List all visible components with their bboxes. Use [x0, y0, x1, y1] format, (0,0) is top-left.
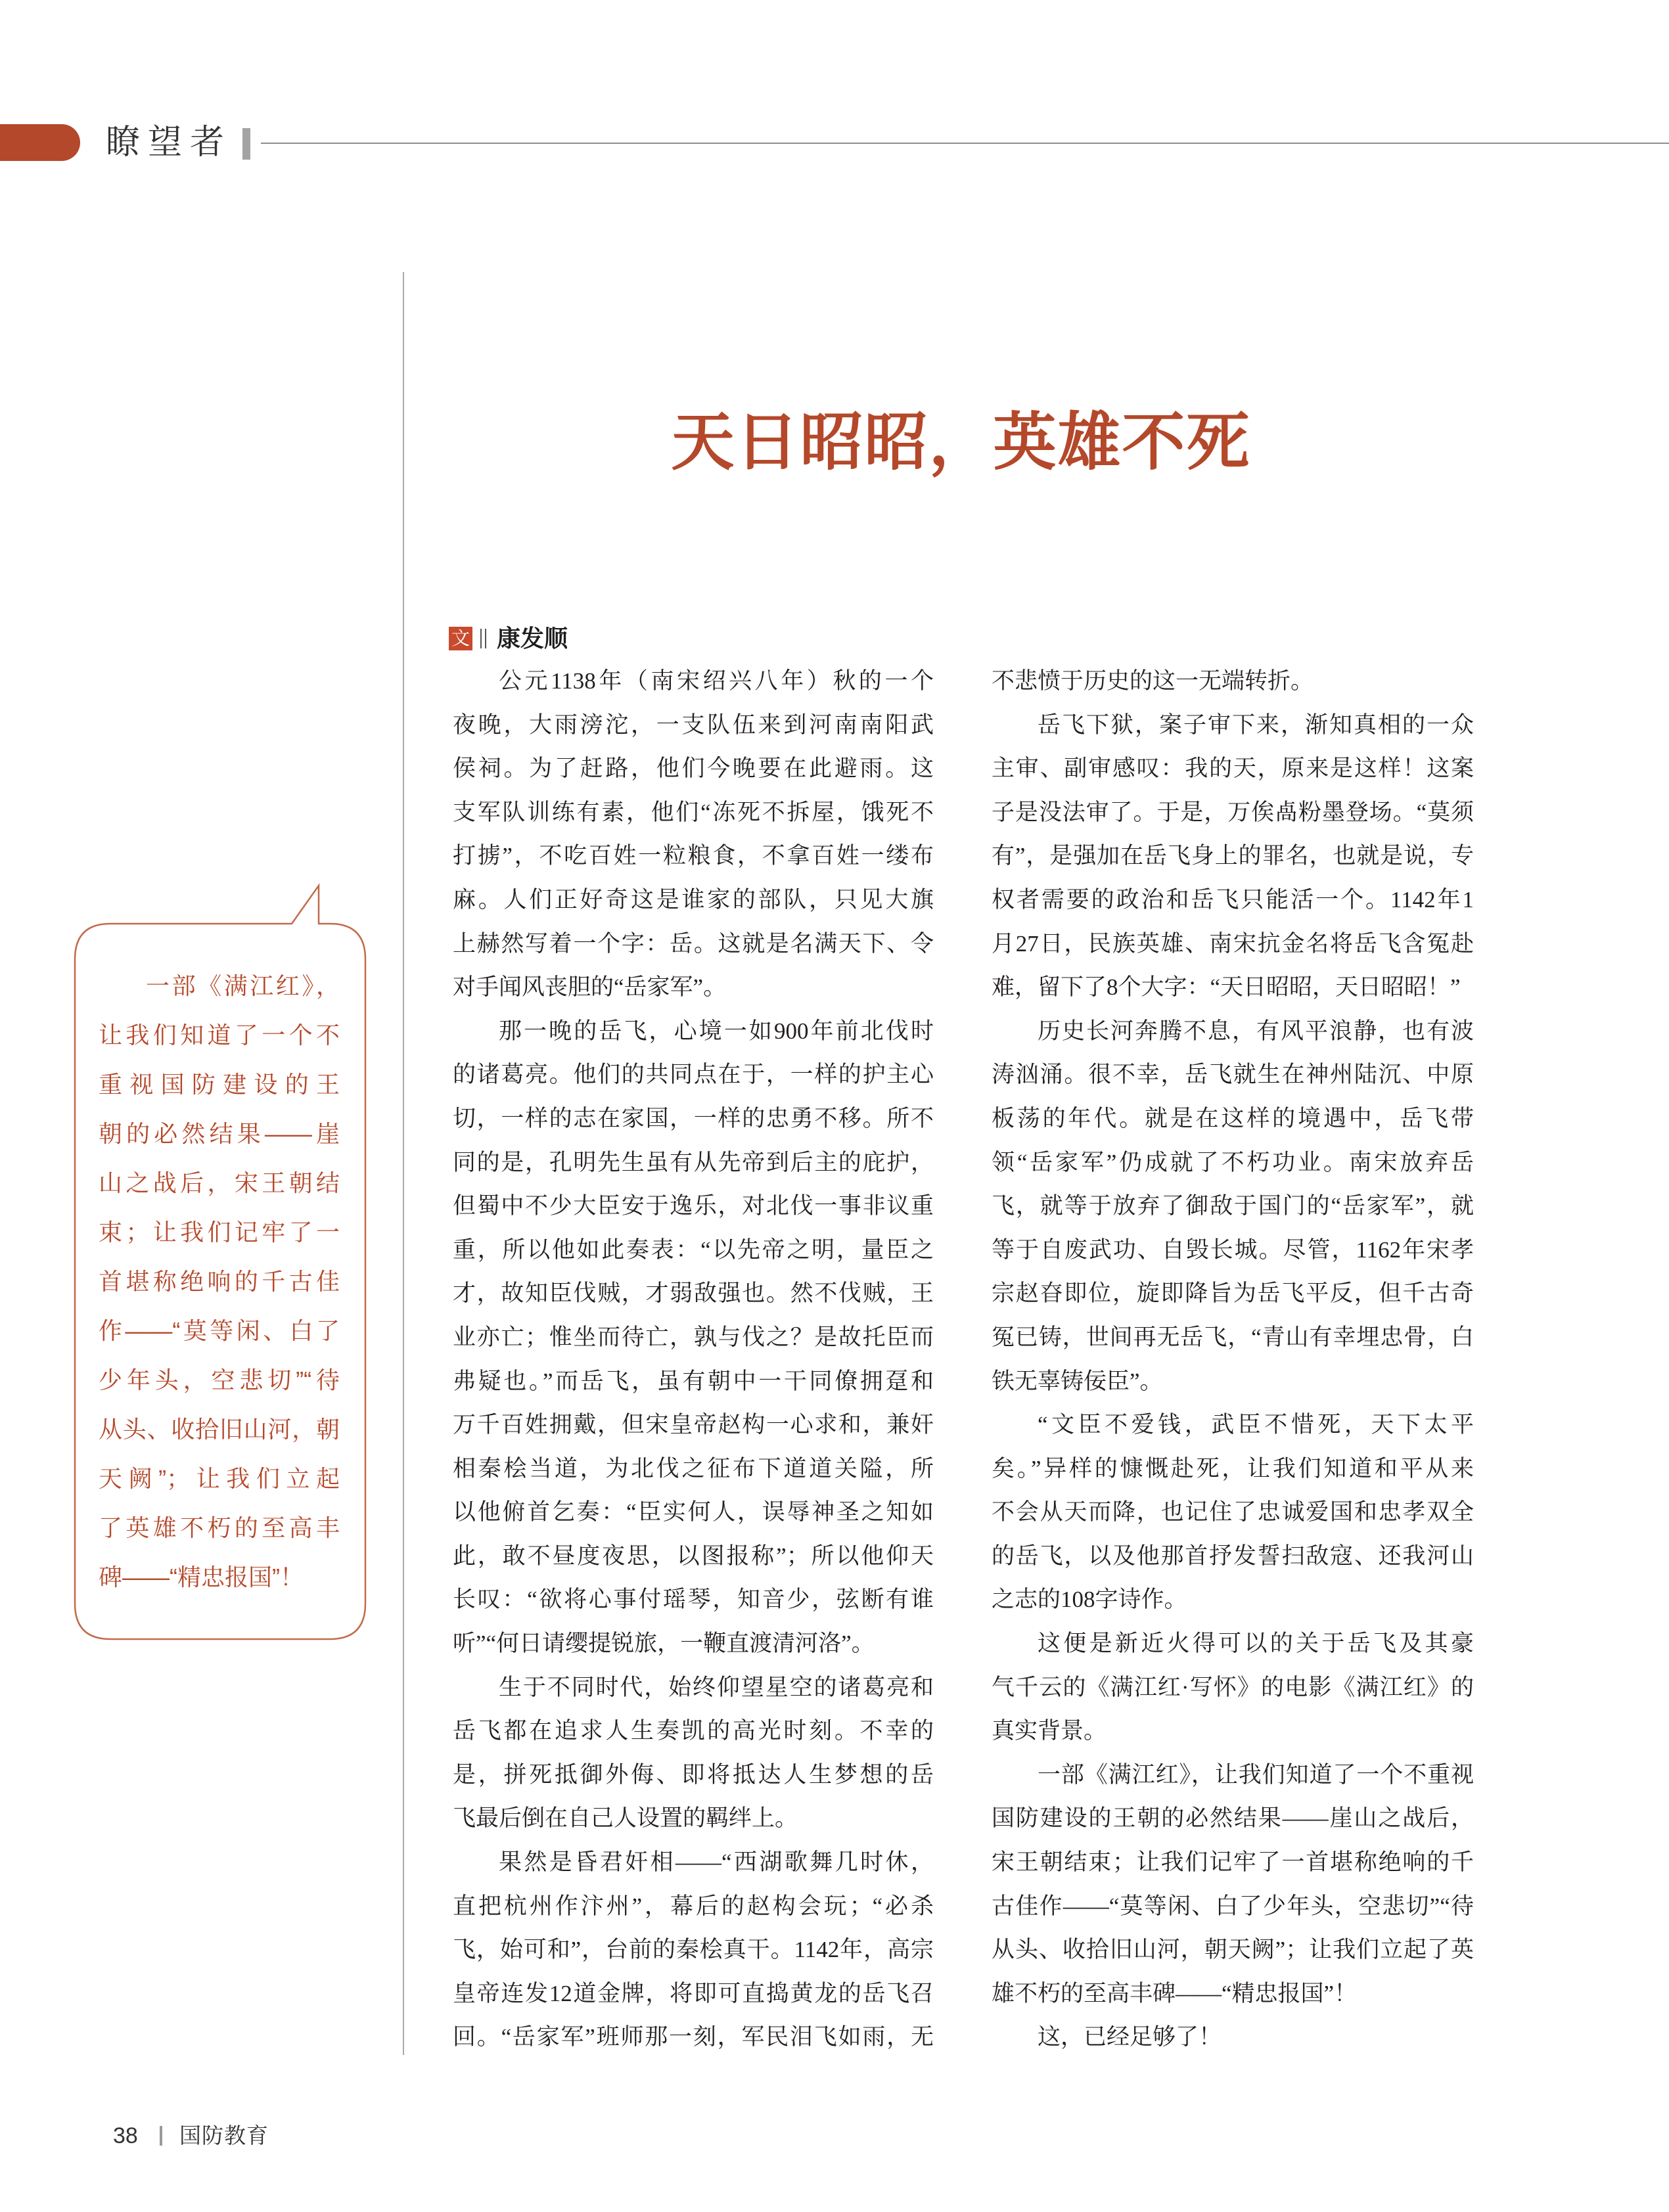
text-line: 侯祠。为了赶路，他们今晚要在此避雨。这: [453, 756, 934, 782]
text-line: 一部《满江红》，让我们知道了一个不重视: [1038, 1761, 1474, 1788]
text-line: 飞最后倒在自己人设置的羁绊上。: [453, 1805, 798, 1832]
text-line: 矣。”异样的慷慨赴死，让我们知道和平从来: [992, 1455, 1474, 1481]
byline-label-box: 文: [449, 627, 472, 650]
text-line: 但蜀中不少大臣安于逸乐，对北伐一事非议重: [453, 1193, 934, 1219]
text-line: 雄不朽的至高丰碑——“精忠报国”！: [992, 1980, 1358, 2006]
pull-quote-line: 从头、收拾旧山河，朝: [99, 1416, 340, 1443]
text-line: 同的是，孔明先生虽有从先帝到后主的庇护，: [453, 1149, 934, 1175]
text-line: 万千百姓拥戴，但宋皇帝赵构一心求和，兼奸: [453, 1412, 934, 1438]
text-line: 从头、收拾旧山河，朝天阙”；让我们立起了英: [992, 1937, 1474, 1963]
pull-quote-line: 作——“莫等闲、白了: [99, 1317, 340, 1344]
text-line: 公元1138年（南宋绍兴八年）秋的一个: [499, 668, 934, 694]
text-line: 不悲愤于历史的这一无端转折。: [992, 668, 1314, 694]
text-line: 冤已铸，世间再无岳飞，“青山有幸埋忠骨，白: [992, 1324, 1474, 1350]
text-line: 这便是新近火得可以的关于岳飞及其豪: [1038, 1631, 1474, 1657]
footer-separator: [160, 2126, 162, 2146]
text-line: 切，一样的志在家国，一样的忠勇不移。所不: [453, 1105, 934, 1131]
text-line: 支军队训练有素，他们“冻死不拆屋，饿死不: [453, 799, 934, 825]
header-rule: [261, 143, 1669, 144]
text-line: 那一晚的岳飞，心境一如900年前北伐时: [499, 1018, 934, 1044]
pull-quote-line: 天阙”；让我们立起: [99, 1465, 340, 1492]
text-line: 国防建设的王朝的必然结果——崖山之战后，: [992, 1805, 1474, 1832]
text-line: 历史长河奔腾不息，有风平浪静，也有波: [1038, 1018, 1474, 1044]
pull-quote-line: 少年头，空悲切”“待: [99, 1366, 340, 1393]
text-line: 打掳”，不吃百姓一粒粮食，不拿百姓一缕布: [453, 843, 934, 869]
header-accent-bar: [0, 124, 80, 161]
text-line: 长叹：“欲将心事付瑶琴，知音少，弦断有谁: [453, 1587, 934, 1613]
text-line: 不会从天而降，也记住了忠诚爱国和忠孝双全: [992, 1499, 1474, 1525]
text-line: 之志的108字诗作。: [992, 1587, 1187, 1613]
byline-separator: [480, 629, 486, 648]
page-number: 38: [113, 2123, 138, 2148]
article-column-right: [992, 660, 1474, 2060]
pull-quote-line: 一部《满江红》，: [146, 972, 340, 999]
byline-author: 康发顺: [497, 625, 568, 652]
text-line: 板荡的年代。就是在这样的境遇中，岳飞带: [992, 1105, 1474, 1131]
text-line: 岳飞都在追求人生奏凯的高光时刻。不幸的: [453, 1718, 934, 1744]
text-line: 子是没法审了。于是，万俟卨粉墨登场。“莫须: [992, 799, 1474, 825]
text-line: 听”“何日请缨提锐旅，一鞭直渡清河洛”。: [453, 1631, 875, 1657]
text-line: 这，已经足够了！: [1038, 2024, 1222, 2050]
text-line: 古佳作——“莫等闲、白了少年头，空悲切”“待: [992, 1893, 1474, 1919]
pull-quote-line: 束；让我们记牢了一: [99, 1219, 340, 1246]
text-line: 麻。人们正好奇这是谁家的部队，只见大旗: [453, 886, 934, 913]
text-line: 宗赵昚即位，旋即降旨为岳飞平反，但千古奇: [992, 1280, 1474, 1307]
text-line: 以他俯首乞奏：“臣实何人，误辱神圣之知如: [453, 1499, 934, 1525]
text-line: 回。“岳家军”班师那一刻，军民泪飞如雨，无: [453, 2024, 934, 2050]
pull-quote-line: 山之战后，宋王朝结: [99, 1169, 340, 1196]
text-line: 重，所以他如此奏表：“以先帝之明，量臣之: [453, 1236, 934, 1263]
text-line: 此，敢不昼度夜思，以图报称”；所以他仰天: [453, 1543, 934, 1569]
text-line: 岳飞下狱，案子审下来，渐知真相的一众: [1038, 711, 1474, 738]
text-line: 难，留下了8个大字：“天日昭昭，天日昭昭！”: [992, 974, 1461, 1001]
pull-quote-line: 首堪称绝响的千古佳: [99, 1268, 340, 1295]
text-line: 涛汹涌。很不幸，岳飞就生在神州陆沉、中原: [992, 1062, 1474, 1088]
pull-quote-line: 重视国防建设的王: [99, 1071, 340, 1098]
text-line: 铁无辜铸佞臣”。: [992, 1368, 1163, 1394]
text-line: 飞，就等于放弃了御敌于国门的“岳家军”，就: [992, 1193, 1474, 1219]
text-line: “文臣不爱钱，武臣不惜死，天下太平: [1038, 1412, 1474, 1438]
text-line: 上赫然写着一个字：岳。这就是名满天下、令: [453, 930, 934, 957]
text-line: 业亦亡；惟坐而待亡，孰与伐之？是故托臣而: [453, 1324, 934, 1350]
text-line: 生于不同时代，始终仰望星空的诸葛亮和: [499, 1674, 934, 1700]
article-title: 天日昭昭，英雄不死: [671, 407, 1251, 478]
magazine-name: 国防教育: [179, 2123, 269, 2148]
text-line: 主审、副审感叹：我的天，原来是这样！这案: [992, 756, 1474, 782]
text-line: 相秦桧当道，为北伐之征布下道道关隘，所: [453, 1455, 934, 1481]
text-line: 真实背景。: [992, 1718, 1107, 1744]
pull-quote-line: 朝的必然结果——崖: [99, 1120, 340, 1147]
header-divider-mark: [242, 128, 250, 160]
pull-quote-line: 让我们知道了一个不: [99, 1022, 340, 1049]
text-line: 才，故知臣伐贼，才弱敌强也。然不伐贼，王: [453, 1280, 934, 1307]
text-line: 等于自废武功、自毁长城。尽管，1162年宋孝: [992, 1236, 1474, 1263]
text-line: 的诸葛亮。他们的共同点在于，一样的护主心: [453, 1062, 934, 1088]
text-line: 权者需要的政治和岳飞只能活一个。1142年1: [992, 886, 1474, 913]
text-line: 气千云的《满江红·写怀》的电影《满江红》的: [992, 1674, 1474, 1700]
text-line: 飞，始可和”，台前的秦桧真干。1142年，高宗: [453, 1937, 934, 1963]
text-line: 夜晚，大雨滂沱，一支队伍来到河南南阳武: [453, 711, 934, 738]
text-line: 直把杭州作汴州”，幕后的赵构会玩；“必杀: [453, 1893, 934, 1919]
text-line: 是，拼死抵御外侮、即将抵达人生梦想的岳: [453, 1761, 934, 1788]
text-line: 月27日，民族英雄、南宋抗金名将岳飞含冤赴: [992, 930, 1474, 957]
text-line: 的岳飞，以及他那首抒发誓扫敌寇、还我河山: [992, 1543, 1474, 1569]
section-title: 瞭望者: [106, 124, 233, 162]
pull-quote-line: 了英雄不朽的至高丰: [99, 1514, 340, 1541]
text-line: 弗疑也。”而岳飞，虽有朝中一干同僚拥趸和: [453, 1368, 934, 1394]
pull-quote-line: 碑——“精忠报国”！: [99, 1564, 304, 1591]
text-line: 皇帝连发12道金牌，将即可直捣黄龙的岳飞召: [453, 1980, 934, 2006]
text-line: 领“岳家军”仍成就了不朽功业。南宋放弃岳: [992, 1149, 1474, 1175]
column-rule: [403, 272, 404, 2055]
text-line: 对手闻风丧胆的“岳家军”。: [453, 974, 727, 1001]
article-column-left: [453, 660, 934, 2060]
pull-quote-text: [99, 961, 340, 1602]
text-line: 果然是昏君奸相——“西湖歌舞几时休，: [499, 1849, 934, 1876]
text-line: 有”，是强加在岳飞身上的罪名，也就是说，专: [992, 843, 1474, 869]
text-line: 宋王朝结束；让我们记牢了一首堪称绝响的千: [992, 1849, 1474, 1876]
